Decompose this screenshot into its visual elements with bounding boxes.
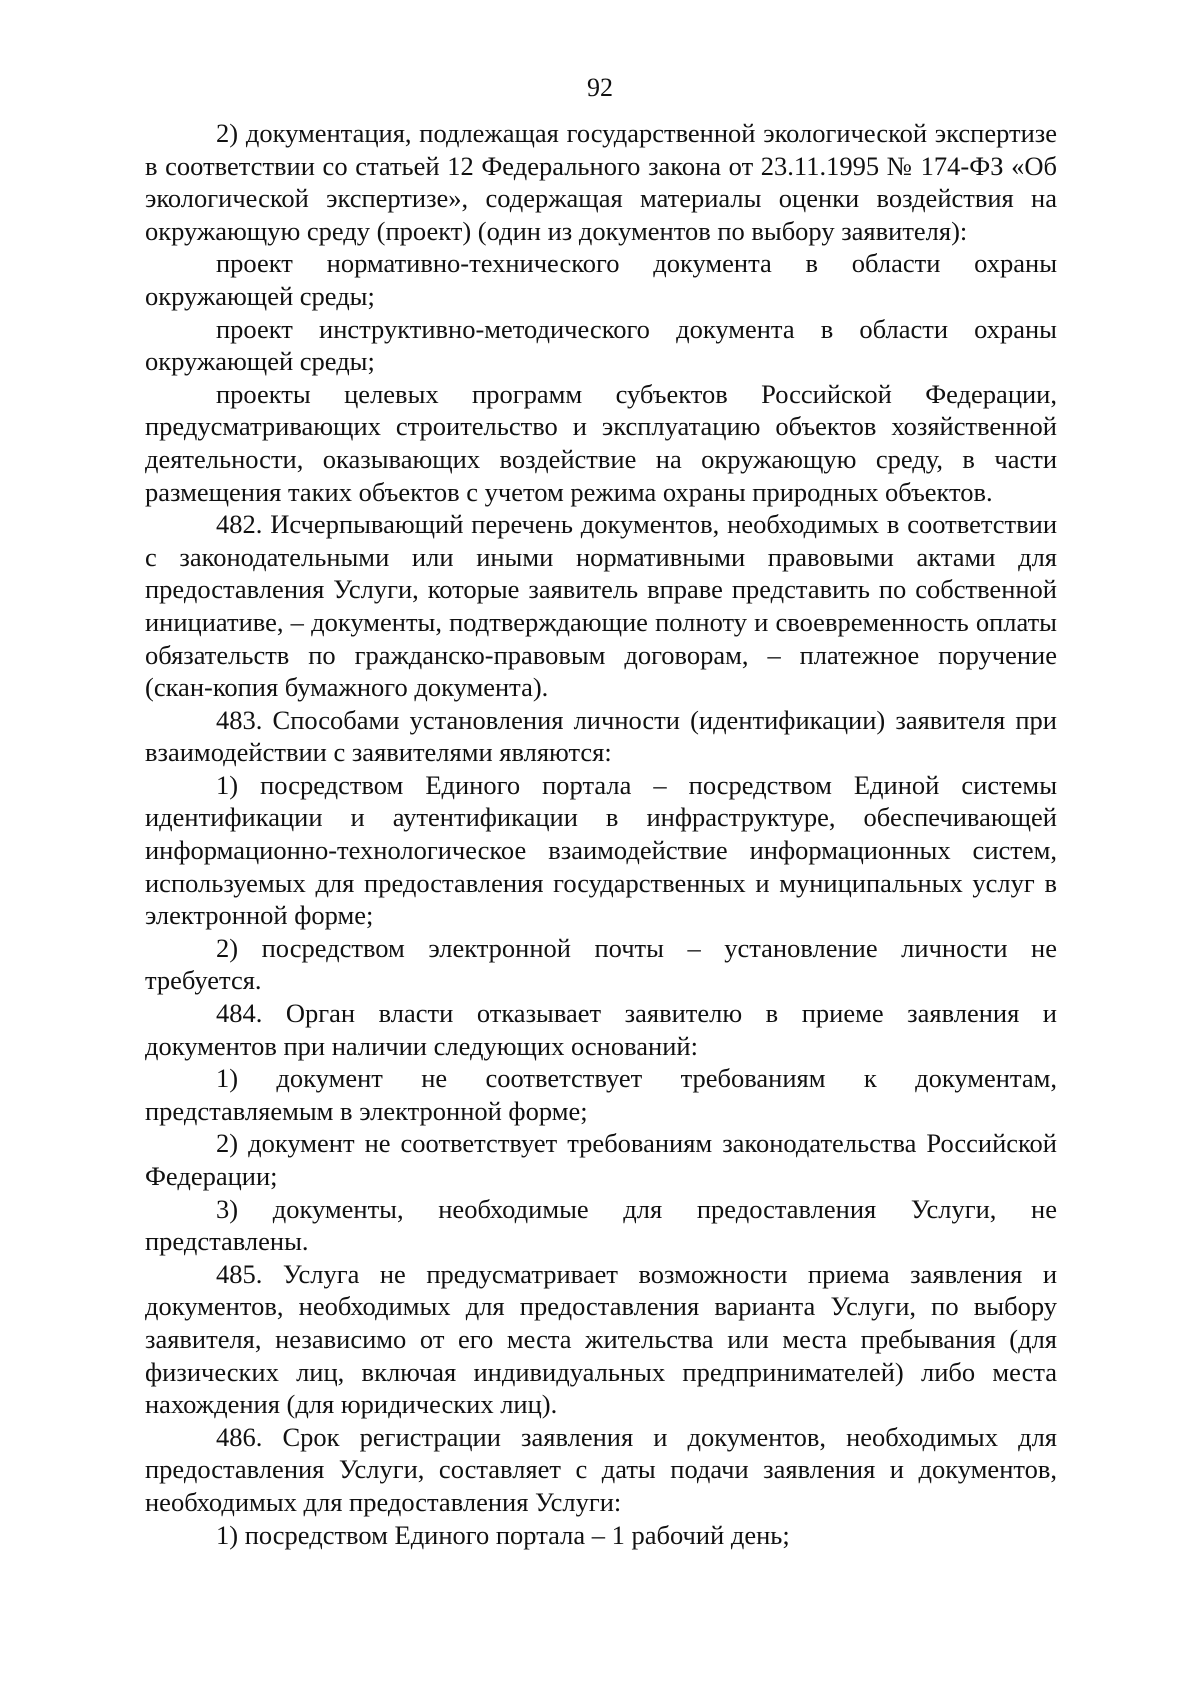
paragraph-484-item-3: 3) документы, необходимые для предоставления Услуги, не представлены. <box>145 1193 1057 1257</box>
paragraph-482: 482. Исчерпывающий перечень документов, необходимых в соответствии с законодательными или иными нормативными правовыми актами для предоставления Услуги, которые заявитель вправе представить по собственной инициативе, – документы, подтверждающие полноту и своевременность оплаты обязательств по гражданско-правовым договорам, – платежное поручение (скан-копия бумажного документа). <box>145 509 1057 703</box>
paragraph-normative-technical-project: проект нормативно-технического документа в области охраны окружающей среды; <box>145 248 1057 311</box>
paragraph-484: 484. Орган власти отказывает заявителю в приеме заявления и документов при наличии следующих оснований: <box>145 998 1057 1061</box>
paragraph-484-item-2: 2) документ не соответствует требованиям законодательства Российской Федерации; <box>145 1128 1057 1191</box>
paragraph-484-item-1: 1) документ не соответствует требованиям к документам, представляемым в электронной форме; <box>145 1063 1057 1126</box>
page-number: 92 <box>587 73 613 102</box>
paragraph-instructive-methodical-project: проект инструктивно-методического документа в области охраны окружающей среды; <box>145 313 1057 377</box>
paragraph-486: 486. Срок регистрации заявления и документов, необходимых для предоставления Услуги, составляет с даты подачи заявления и документов, необходимых для предоставления Услуги: <box>145 1421 1057 1517</box>
paragraph-485: 485. Услуга не предусматривает возможности приема заявления и документов, необходимых для предоставления варианта Услуги, по выбору заявителя, независимо от его места жительства или места пребывания (для физических лиц, включая индивидуальных предпринимателей) либо места нахождения (для юридических лиц). <box>145 1258 1057 1420</box>
paragraph-item-2-documentation: 2) документация, подлежащая государственной экологической экспертизе в соответствии со статьей 12 Федерального закона от 23.11.1995 № 174-ФЗ «Об экологической экспертизе», содержащая материалы оценки воздействия на окружающую среду (проект) (один из документов по выбору заявителя): <box>145 118 1057 246</box>
paragraph-486-item-1: 1) посредством Единого портала – 1 рабочий день; <box>216 1519 790 1550</box>
paragraph-483-item-2: 2) посредством электронной почты – установление личности не требуется. <box>145 932 1057 996</box>
paragraph-target-programs-projects: проекты целевых программ субъектов Российской Федерации, предусматривающих строительство и эксплуатацию объектов хозяйственной деятельности, оказывающих воздействие на окружающую среду, в части размещения таких объектов с учетом режима охраны природных объектов. <box>145 378 1057 507</box>
document-body <box>145 117 1057 1551</box>
paragraph-483-item-1: 1) посредством Единого портала – посредством Единой системы идентификации и аутентификации в инфраструктуре, обеспечивающей информационно-технологическое взаимодействие информационных систем, используемых для предоставления государственных и муниципальных услуг в электронной форме; <box>145 769 1057 931</box>
paragraph-483: 483. Способами установления личности (идентификации) заявителя при взаимодействии с заявителями являются: <box>145 704 1057 768</box>
